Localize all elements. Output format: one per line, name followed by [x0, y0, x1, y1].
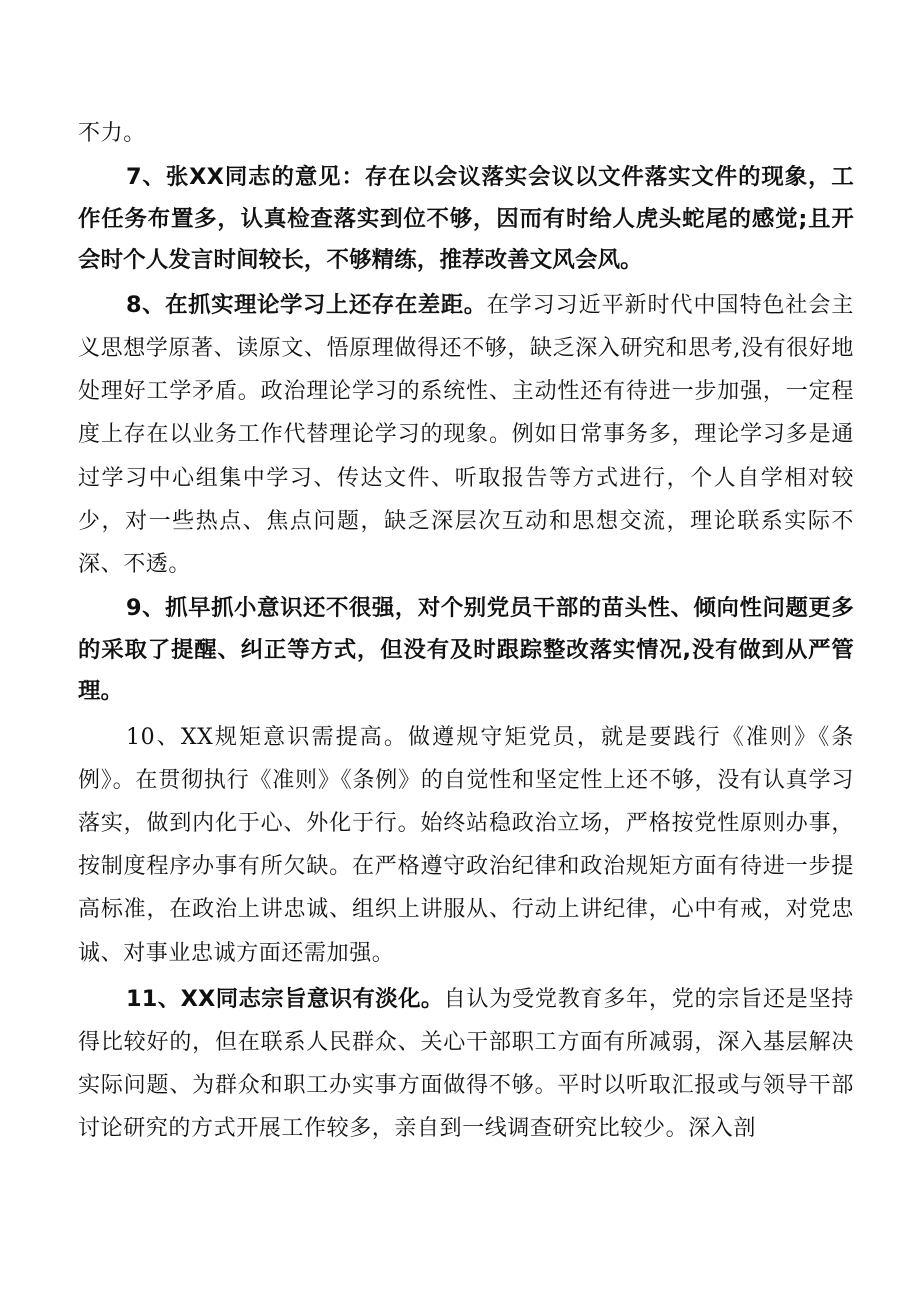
paragraph-item-11-heading: 11、XX同志宗旨意识有淡化。	[126, 985, 444, 1012]
paragraph-item-8-body: 在学习习近平新时代中国特色社会主义思想学原著、读原文、悟原理做得还不够，缺乏深入研究和思考,没有很好地处理好工学矛盾。政治理论学习的系统性、主动性还有待进一步加强，一定程度上存在以业务工作代替理论学习的现象。例如日常事务多，理论学习多是通过学习中心组集中学习、传达文件、听取报告等方式进行，个人自学相对较少，对一些热点、焦点问题，缺乏深层次互动和思想交流，理论联系实际不深、不透。	[78, 292, 854, 577]
paragraph-item-7: 7、张XX同志的意见：存在以会议落实会议以文件落实文件的现象，工作任务布置多，认真检查落实到位不够，因而有时给人虎头蛇尾的感觉;且开会时个人发言时间较长，不够精练，推荐改善文风会风。	[78, 164, 854, 274]
paragraph-item-8-heading: 8、在抓实理论学习上还存在差距。	[126, 291, 487, 318]
paragraph-item-9: 9、抓早抓小意识还不很强，对个别党员干部的苗头性、倾向性问题更多的采取了提醒、纠正等方式，但没有及时跟踪整改落实情况,没有做到从严管理。	[78, 595, 854, 705]
paragraph-continuation: 不力。	[78, 121, 146, 146]
paragraph-item-11	[78, 978, 854, 1151]
paragraph-item-10: 10、XX规矩意识需提高。做遵规守矩党员，就是要践行《准则》《条例》。在贯彻执行《准则》《条例》的自觉性和坚定性上还不够，没有认真学习落实，做到内化于心、外化于行。始终站稳政治立场，严格按党性原则办事，按制度程序办事有所欠缺。在严格遵守政治纪律和政治规矩方面有待进一步提高标准，在政治上讲忠诚、组织上讲服从、行动上讲纪律，心中有戒，对党忠诚、对事业忠诚方面还需加强。	[78, 724, 854, 966]
document-page	[78, 112, 854, 1151]
paragraph-item-8	[78, 284, 854, 586]
paragraph-item-11-body: 自认为受党教育多年，党的宗旨还是坚持得比较好的，但在联系人民群众、关心干部职工方面有所减弱，深入基层解决实际问题、为群众和职工办实事方面做得不够。平时以听取汇报或与领导干部讨论研究的方式开展工作较多，亲自到一线调查研究比较少。深入剖	[78, 986, 854, 1142]
